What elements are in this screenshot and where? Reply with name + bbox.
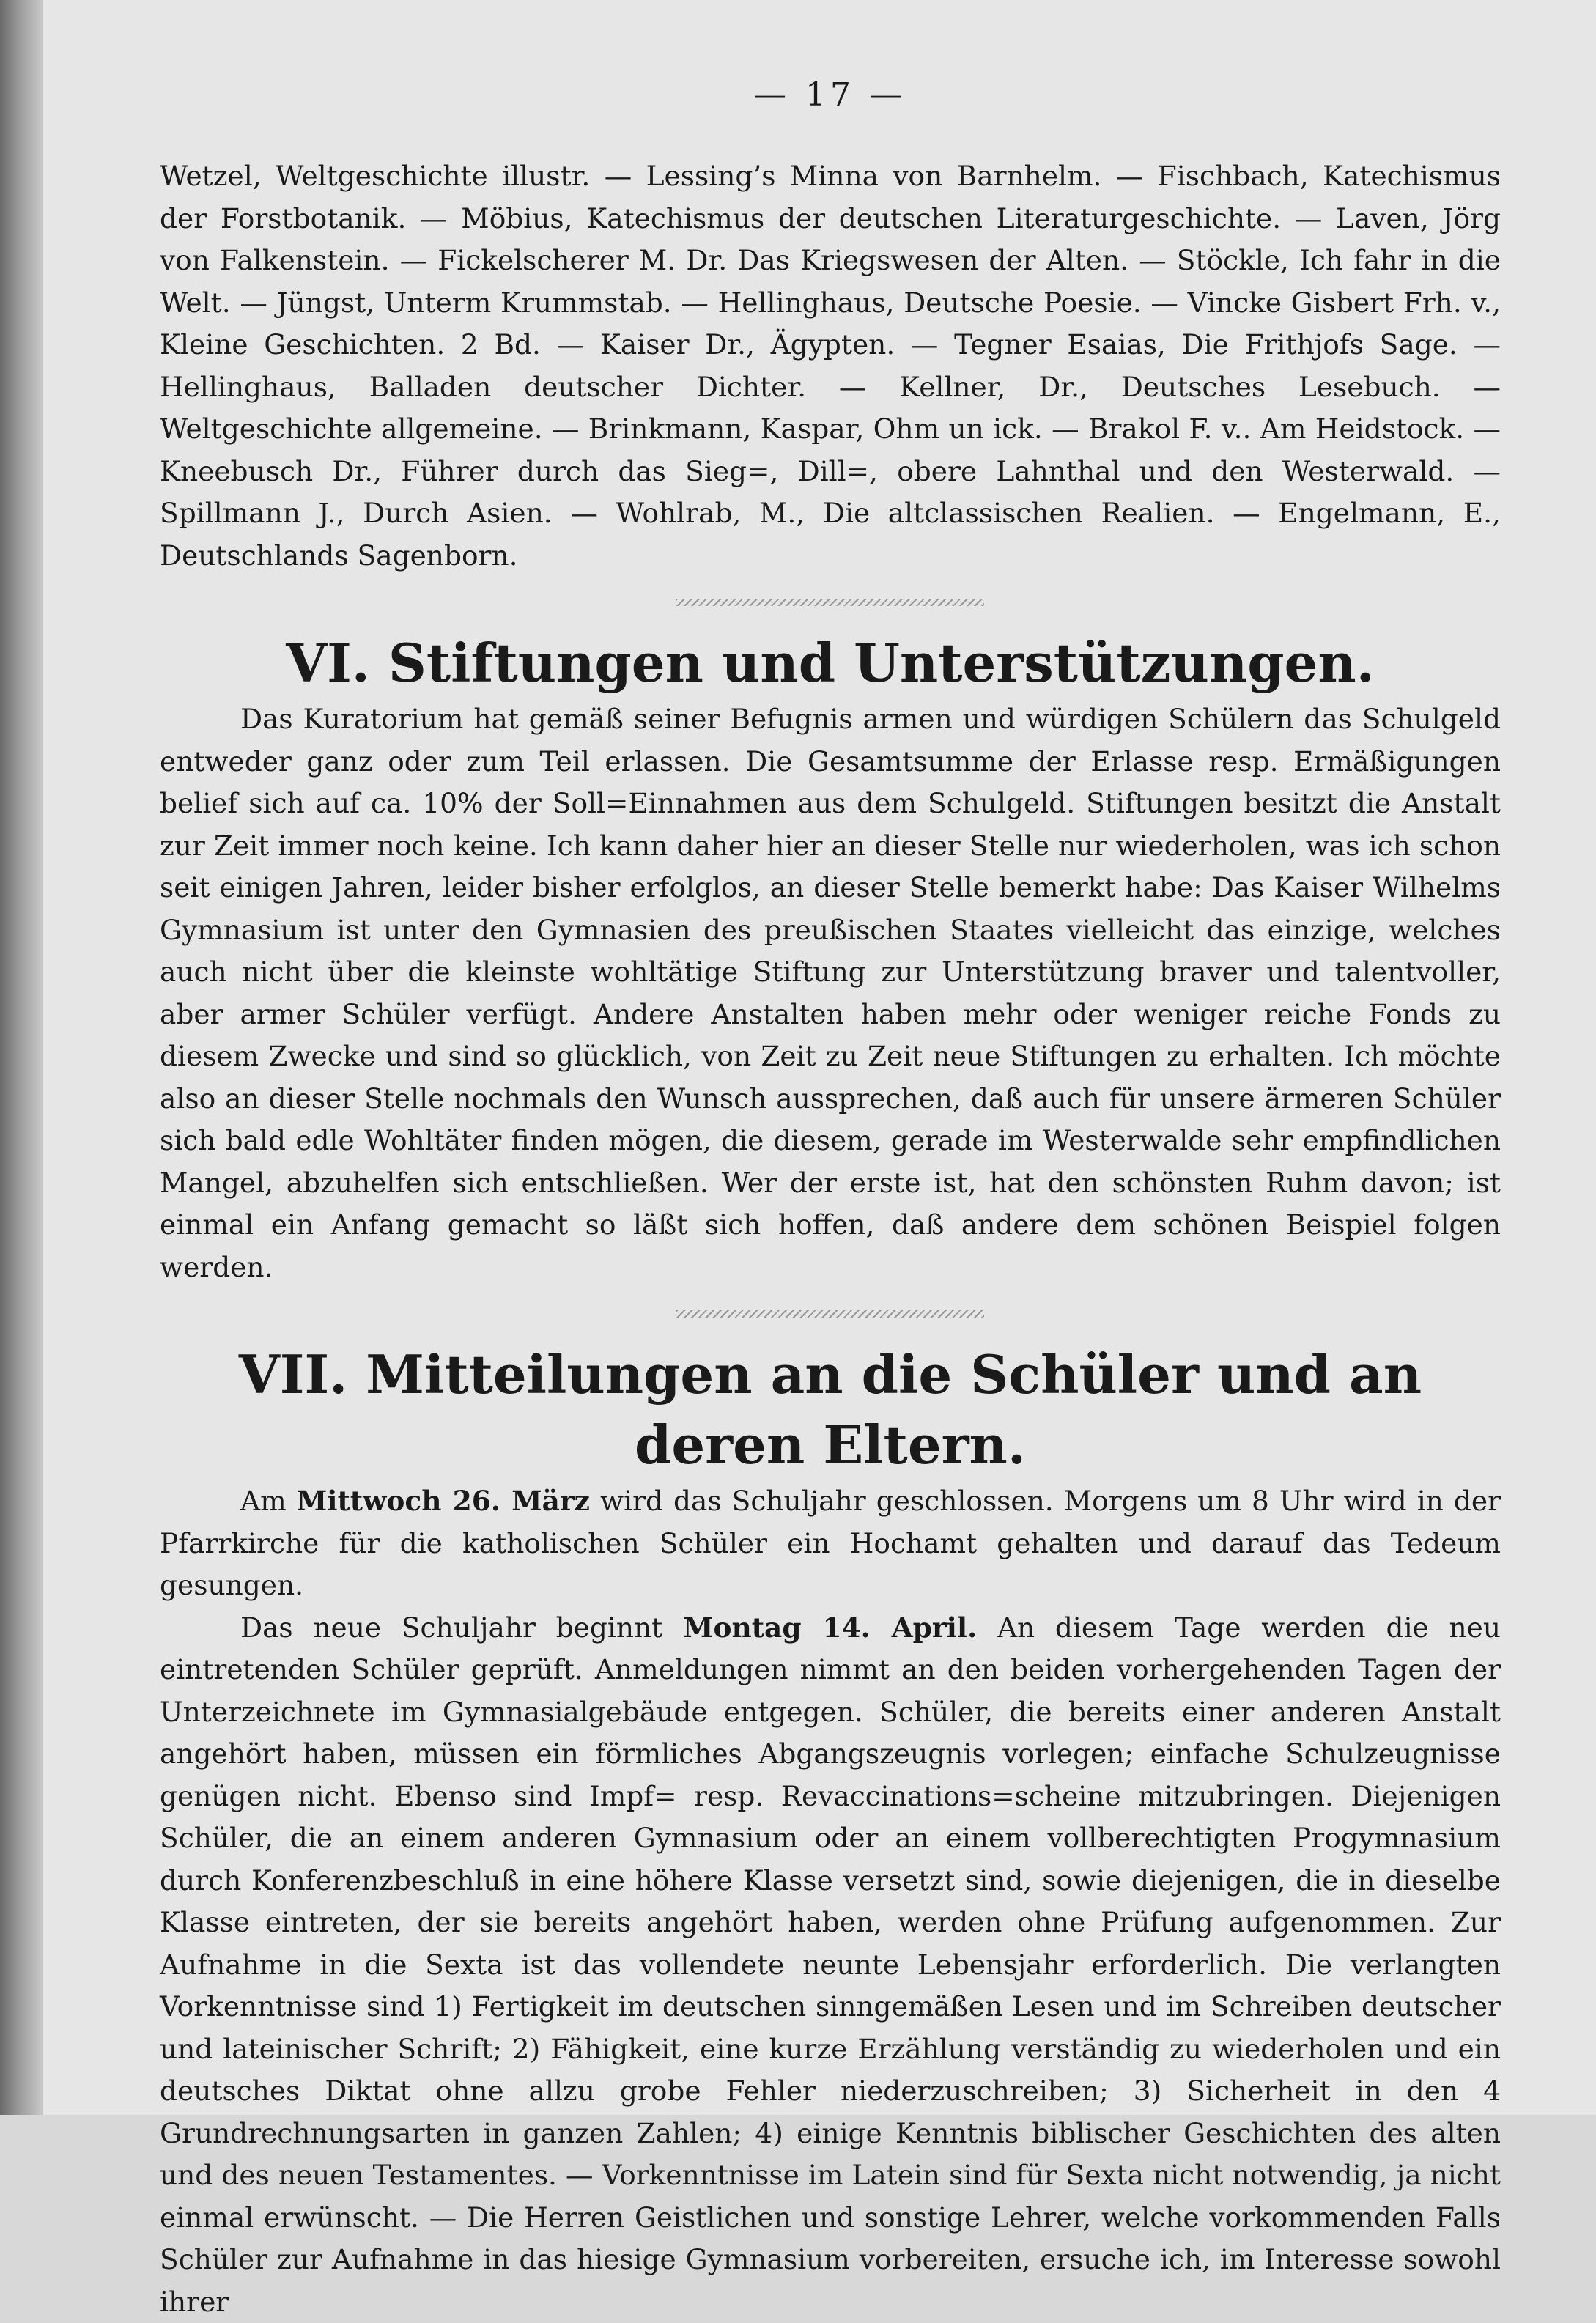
page-number: — 17 — [160,73,1501,117]
document-page [43,0,1596,2115]
text-run: An diesem Tage werden die neu eintretenden Schüler geprüft. Anmeldungen nimmt an den beiden vorhergehenden Tagen der Unterzeichnete im Gymnasialgebäude entgegen. Schüler, die bereits einer anderen Anstalt angehört haben, müssen ein förmliches Abgangszeugnis vorlegen; einfache Schulzeugnisse genügen nicht. Ebenso sind Impf= resp. Revaccinations=scheine mitzubringen. Diejenigen Schüler, die an einem anderen Gymnasium oder an einem vollberechtigten Progymnasium durch Konferenzbeschluß in eine höhere Klasse versetzt sind, sowie diejenigen, die in dieselbe Klasse eintreten, der sie bereits angehört haben, werden ohne Prüfung aufgenommen. Zur Aufnahme in die Sexta ist das vollendete neunte Lebensjahr erforderlich. Die verlangten Vorkenntnisse sind 1) Fertigkeit im deutschen sinngemäßen Lesen und im Schreiben deutscher und lateinischer Schrift; 2) Fähigkeit, eine kurze Erzählung verständig zu wiederholen und ein deutsches Diktat ohne allzu grobe Fehler niederzuschreiben; 3) Sicherheit in den 4 Grundrechnungsarten in ganzen Zahlen; 4) einige Kenntnis biblischer Geschichten des alten und des neuen Testamentes. — Vorkenntnisse im Latein sind für Sexta nicht notwendig, ja nicht einmal erwünscht. — Die Herren Geistlichen und sonstige Lehrer, welche vorkommenden Falls Schüler zur Aufnahme in das hiesige Gymnasium vorbereiten, ersuche ich, im Interesse sowohl ihrer [160,1611,1501,2318]
section-6-paragraph: Das Kuratorium hat gemäß seiner Befugnis armen und würdigen Schülern das Schulgeld entweder ganz oder zum Teil erlassen. Die Gesamtsumme der Erlasse resp. Ermäßigungen belief sich auf ca. 10% der Soll=Einnahmen aus dem Schulgeld. Stiftungen besitzt die Anstalt zur Zeit immer noch keine. Ich kann daher hier an dieser Stelle nur wiederholen, was ich schon seit einigen Jahren, leider bisher erfolglos, an dieser Stelle bemerkt habe: Das Kaiser Wilhelms Gymnasium ist unter den Gymnasien des preußischen Staates vielleicht das einzige, welches auch nicht über die kleinste wohltätige Stiftung zur Unterstützung braver und talentvoller, aber armer Schüler verfügt. Andere Anstalten haben mehr oder weniger reiche Fonds zu diesem Zwecke und sind so glücklich, von Zeit zu Zeit neue Stiftungen zu erhalten. Ich möchte also an dieser Stelle nochmals den Wunsch aussprechen, daß auch für unsere ärmeren Schüler sich bald edle Wohltäter finden mögen, die diesem, gerade im Westerwalde sehr empfindlichen Mangel, abzuhelfen sich entschließen. Wer der erste ist, hat den schönsten Ruhm davon; ist einmal ein Anfang gemacht so läßt sich hoffen, daß andere dem schönen Beispiel folgen werden. [160,698,1501,1288]
section-7-paragraph-1 [160,1480,1501,1607]
book-spine-shadow [0,0,43,2115]
section-7-title: VII. Mitteilungen an die Schüler und an deren Eltern. [160,1340,1501,1480]
section-6-title: VI. Stiftungen und Unterstützungen. [160,628,1501,698]
section-7-paragraph-2 [160,1607,1501,2323]
page-content [160,73,1501,2323]
text-run: Am [240,1485,297,1517]
text-run: Das neue Schuljahr beginnt [240,1611,683,1644]
date-emphasis: Montag 14. April. [683,1611,977,1644]
book-list-paragraph: Wetzel, Weltgeschichte illustr. — Lessing’s Minna von Barnhelm. — Fischbach, Katechismus der Forstbotanik. — Möbius, Katechismus der deutschen Literaturgeschichte. — Laven, Jörg von Falkenstein. — Fickelscherer M. Dr. Das Kriegswesen der Alten. — Stöckle, Ich fahr in die Welt. — Jüngst, Unterm Krummstab. — Hellinghaus, Deutsche Poesie. — Vincke Gisbert Frh. v., Kleine Geschichten. 2 Bd. — Kaiser Dr., Ägypten. — Tegner Esaias, Die Frithjofs Sage. — Hellinghaus, Balladen deutscher Dichter. — Kellner, Dr., Deutsches Lesebuch. — Weltgeschichte allgemeine. — Brinkmann, Kaspar, Ohm un ick. — Brakol F. v.. Am Heidstock. — Kneebusch Dr., Führer durch das Sieg=, Dill=, obere Lahnthal und den Westerwald. — Spillmann J., Durch Asien. — Wohlrab, M., Die altclassischen Realien. — Engelmann, E., Deutschlands Sagenborn. [160,155,1501,577]
date-emphasis: Mittwoch 26. März [297,1485,590,1517]
section-divider [676,599,984,606]
section-divider [676,1310,984,1318]
text-run: wird das Schuljahr geschlossen. Morgens um 8 Uhr wird in der Pfarrkirche für die katholischen Schüler ein Hochamt gehalten und darauf das Tedeum gesungen. [160,1485,1501,1601]
